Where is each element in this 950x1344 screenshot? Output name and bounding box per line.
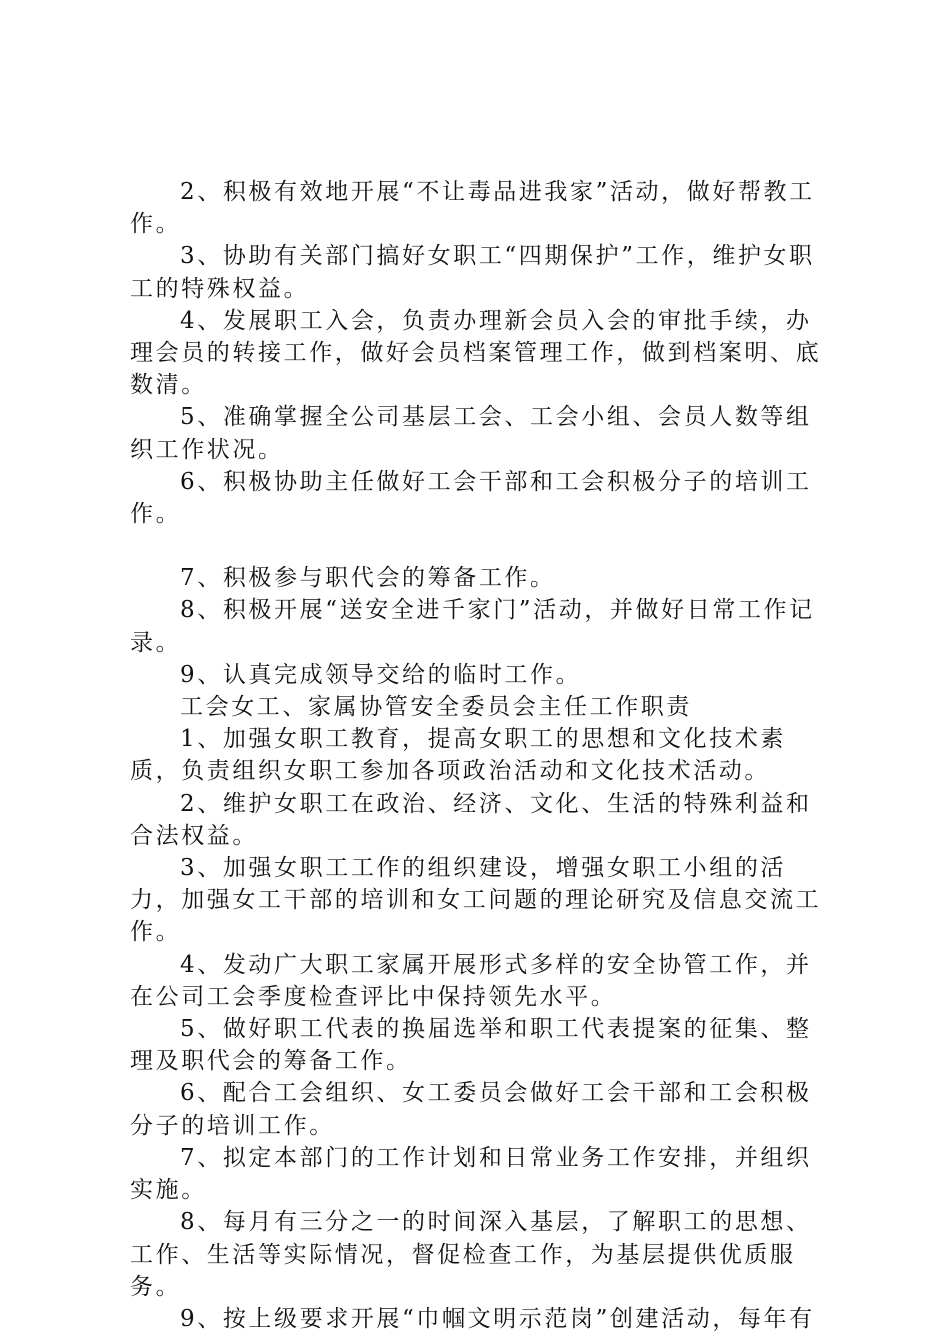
paragraph-item-2: 2、积极有效地开展“不让毒品进我家”活动，做好帮教工作。 [130, 179, 815, 238]
paragraph-item-4: 4、发展职工入会，负责办理新会员入会的审批手续，办理会员的转接工作，做好会员档案管理工作，做到档案明、底数清。 [130, 307, 822, 399]
paragraph-item-9: 9、认真完成领导交给的临时工作。 [180, 661, 582, 688]
duty-item-2: 2、维护女职工在政治、经济、文化、生活的特殊利益和合法权益。 [130, 790, 812, 849]
paragraph-item-3: 3、协助有关部门搞好女职工“四期保护”工作，维护女职工的特殊权益。 [130, 243, 815, 302]
duty-item-8: 8、每月有三分之一的时间深入基层，了解职工的思想、工作、生活等实际情况，督促检查工作，为基层提供优质服务。 [130, 1209, 812, 1300]
duty-item-7: 7、拟定本部门的工作计划和日常业务工作安排，并组织实施。 [130, 1144, 812, 1204]
document-body [130, 176, 835, 1335]
duty-item-3: 3、加强女职工工作的组织建设，增强女职工小组的活力，加强女工干部的培训和女工问题的理论研究及信息交流工作。 [130, 855, 822, 946]
paragraph-item-6: 6、积极协助主任做好工会干部和工会积极分子的培训工作。 [130, 468, 812, 528]
duty-item-6: 6、配合工会组织、女工委员会做好工会干部和工会积极分子的培训工作。 [130, 1080, 812, 1139]
duty-item-1: 1、加强女职工教育，提高女职工的思想和文化技术素质，负责组织女职工参加各项政治活动和文化技术活动。 [130, 726, 787, 785]
paragraph-item-5: 5、准确掌握全公司基层工会、工会小组、会员人数等组织工作状况。 [130, 404, 812, 463]
section-heading: 工会女工、家属协管安全委员会主任工作职责 [180, 694, 692, 721]
duty-item-4: 4、发动广大职工家属开展形式多样的安全协管工作，并在公司工会季度检查评比中保持领先水平。 [130, 951, 812, 1010]
paragraph-item-7: 7、积极参与职代会的筹备工作。 [180, 565, 556, 592]
paragraph-item-8: 8、积极开展“送安全进千家门”活动，并做好日常工作记录。 [130, 597, 815, 656]
duty-item-9: 9、按上级要求开展“巾帼文明示范岗”创建活动，每年有 [180, 1305, 815, 1332]
paragraph-spacer [130, 530, 835, 562]
duty-item-5: 5、做好职工代表的换届选举和职工代表提案的征集、整理及职代会的筹备工作。 [130, 1016, 812, 1075]
